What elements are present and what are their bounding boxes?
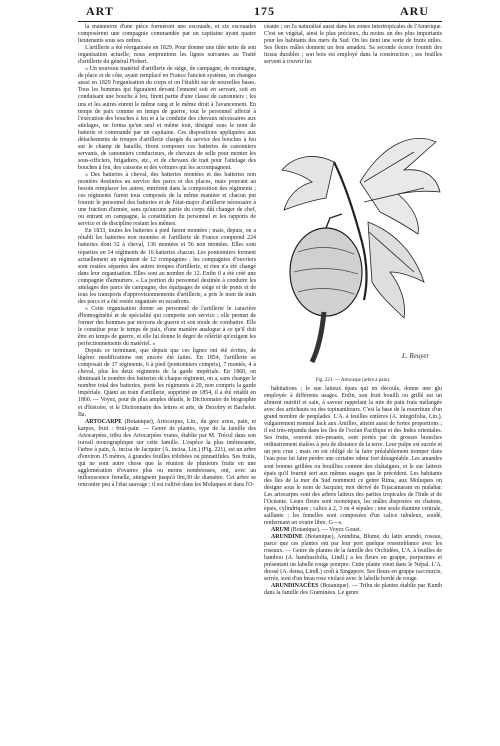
running-header [0,4,500,22]
paragraph [78,172,256,228]
dictionary-entry [264,583,442,597]
right-column-bottom [264,386,442,597]
paragraph-text: (Botanique). — Voyez Gouet. [290,526,362,533]
paragraph-text: « Un nouveau matériel d'artillerie de siège, de campagne, de montagne, de place et de côte, ayant remplacé en France l'ancien système, on changea aussi en 1829 l'organisation du corps et on l'établit sur de nouvelles bases. Tous les hommes qui figuraient devant l'ennemi soit en servant, soit en conduisant une bouche à feu, firent partie d'une classe de canonniers ; les uns et les autres eurent le même rang et le même droit à l'avancement. En temps de paix comme en temps de guerre, tout le personnel affecté à l'exécution des bouches à feu et à la conduite des chevaux nécessaires aux attelages, ne forma qu'un seul et même tout, désigné sous le nom de batterie et commandé par un capitaine. Ces dispositions appliquées aux détachements de troupes d'artillerie chargés du service des bouches à feu sur le champ de bataille, firent composer ces batteries de canonniers servants, de canonniers conducteurs, de chevaux de selle pour monter les sous-officiers, brigadiers, etc., et de chevaux de trait pour l'attelage des bouches à feu, des caissons et des voitures qui les accompagnent. [78,66,256,171]
figure-caption: Fig. 221. — Artocarpe (arbre à pain). [315,378,391,383]
paragraph [78,45,256,66]
paragraph-text: (Botanique), Artocarpus, Lin., du grec artos, pain, et karpos, fruit : fruit-pain. — Genre de plantes, type de la famille des Artocarpées, tribu des Artocarpées vraies, établie par M. Trécul dans son travail monographique sur cette famille. L'espèce la plus intéressante, l'arbre à pain, A. incisa de Jacquier (A. incisa, Lin.) (Fig. 221), est un arbre d'environ 15 mètres, à grandes feuilles trilobées ou pinnatifides. Ses fruits, qui ne sont autre chose que la réunion de plusieurs fruits en une agglomération d'ovaires plus ou moins nombreuses, ont, avec au inflorescence femelle, atteignent jusqu'à 0m,30 de diamètre. Cet arbre se rencontre peu à l'état sauvage ; il est cultivé dans les Moluques et dans l'O- [78,418,256,489]
entry-headword: ARUNDINE [271,533,303,540]
paragraph-text: habitations ; le sue laiteux épais qui en découle, donne une glu employée à différents usages. Enfin, son fruit bouilli ou grillé est un aliment nutritif et sain, à saveur rappelant la mie de pain frais mélangée avec des artichauts ou des topinambours. C'est la base de la nourriture d'un grand nombre de peuplades. L'A. à feuilles entières (A. integrifolia, Lin.), vulgairement nommé Jack aux Antilles, atteint aussi de fortes proportions ; il est très-répandu dans les îles de l'océan Pacifique et des Indes orientales. Ses fruits, souvent très-pesants, sont portés par de grosses branches ordinairement étalées à peu de distance de la terre. Leur pulpe est sucrée et un peu crue ; mais on est obligé de la faire préalablement tremper dans l'eau pour lui faire perdre une certaine odeur fort désagréable. Les amandes sont bonnes grillées ou bouillies comme des châtaignes, et le suc laiteux épais qu'il fournit sert aux mêmes usages que le précédent. Les habitants des îles de la mer du Sud nomment ce genre Rima, aux Moluques on désigne sous le nom de Jacquier, mot dérivé de Tsjacamaram en malabar. Les artocarpes sont des arbres laiteux des parties tropicales de l'Inde et de l'Océanie. Leurs fleurs sont monoïques, les mâles disposées en chatons, épais, cylindriques ; calice à 2, 3 ou 4 sépales ; une seule étamine centrale, saillante ; les femelles sont composées d'un calice tubuleux, soudé, renfermant un ovaire libre. G—s. [264,386,442,526]
entry-headword: ARUNDINACÉES [271,583,319,590]
paragraph [264,386,442,527]
paragraph [78,348,256,418]
paragraph [78,66,256,172]
paragraph-text: En 1833, toutes les batteries à pied furent montées ; mais, depuis, on a rétabli les batteries non montées et l'artillerie de France comprend 224 batteries dont 32 à cheval, 136 montées et 56 non montées. Elles sont réparties en 14 régiments de 16 batteries chacun. Les pontonniers forment actuellement un régiment de 12 compagnies ; les compagnies d'ouvriers sont restées séparées des autres troupes d'artillerie, et rien n'a été changé dans leur organisation. Elles sont au nombre de 12. Enfin il a été créé une compagnie d'armuriers. « La portion du personnel destinée à conduire les attelages des parcs de campagne, des équipages de siège et de ponts et de tous les transports d'approvisionnements d'artillerie, a pris le nom de train des parcs et a été restée organisée en escadrons. [78,228,256,305]
paragraph-text: la manœuvre d'une pièce formèrent une escouade, et six escouades composèrent une compagnie commandée par un capitaine ayant quatre lieutenants sous ses ordres. [78,24,256,45]
dictionary-entry [264,527,442,534]
paragraph [78,228,256,306]
dictionary-entry [78,419,256,489]
paragraph-text: Depuis ce terminant, que depuis que ces lignes ont été écrites, de légères modifications ont encore été faites. En 1854, l'artillerie se composait de 17 régiments, 6 à pied (pontonniers compris), 7 montés, 4 à cheval, plus les deux régiments de la garde impériale. En 1860, on diminuait le nombre des batteries de chaque régiment, on a, sans changer le nombre total des batteries, porté les régiments à 20, non compris la garde impériale. Quant au train d'artillerie, supprimé en 1854, il a été rétabli en 1860. — Voyez, pour de plus amples détails, le Dictionnaire de biographie et d'histoire, et le Dictionnaire des lettres et arts, de Dezobry et Bachelet. Ba. [78,348,256,418]
paragraph-text: « Des batteries à cheval, des batteries montées et des batteries non montées destinées au service des parcs et des places, mais pouvant au besoin remplacer les autres, entrèrent dans la composition des régiments ; ces régiments furent tous composés de la même manière et chacun put fournir le personnel des batteries et de l'état-major d'artillerie nécessaire à une fraction d'armée, sans qu'aucune partie du corps dût changer de chef, ou entrant en campagne, la constitution du personnel et les rapports de service et de discipline restant les mêmes. [78,171,256,228]
paragraph-text: (Botanique). — Tribu de plantes établie par Kunth dans la famille des Graminées. Le genre [264,583,442,597]
breadfruit-drawing [264,122,442,384]
paragraph-text: L'artillerie a été réorganisée en 1829. Pour donner une idée nette de son organisation actuelle, nous empruntons les lignes suivantes au Traité d'artillerie du général Piobert. [78,45,256,66]
left-column [78,24,256,489]
paragraph: céanie ; on l'a naturalisé aussi dans les zones intertropicales de l'Amérique. C'est un végétal, ainsi le plus précieux, du moins un des plus importants pour les habitants des mers du Sud. On les tient une sorte de fruits utiles. Ses fleurs mâles donnent un bon amadou. Sa seconde écorce fournit des tissus durables ; son bois est employé dans la construction ; ses feuilles servent à couvrir les [264,24,442,66]
right-column-top [264,24,442,66]
header-left-word: ART [86,4,114,18]
paragraph-text: « Cette organisation donne au personnel de l'artillerie le caractère d'homogénéité et de spécialité qui comporte son service ; elle permet de former des hommes par moyens de guerre et son mode de combattre. Elle le constitue pour le temps de paix, d'une manière analogue à ce qu'il doit être en temps de guerre, et elle lui donne le degré de célérité qu'exigent les perfectionnements du matériel. » [78,305,256,348]
header-rule [78,21,442,22]
illustrator-signature: L. Reuyer [402,352,430,360]
dictionary-entry [264,534,442,583]
paragraph [78,24,256,45]
page-number: 175 [254,4,275,18]
paragraph-text: (Botanique), Arundina, Blume, du latin arundo, roseau, parce que ces plantes ont par leur port quelque ressemblance avec les roseaux. — Genre de plantes de la famille des Orchidées, L'A. à feuilles de bambou (A. bambusifolia, Lindl.) a les fleurs en grappe, purpurines et présentant un labelle rouge pourpre. Cette plante vient dans le Népal. L'A. dressé (A. densa, Lindl.) croît à Singapore. Ses fleurs en grappe raccourcie, serrée, sont d'un beau rose violacé avec le labelle bordé de rouge. [264,533,442,583]
figure-breadfruit-illustration [264,122,442,384]
header-right-word: ARU [400,4,429,18]
entry-headword: ARTOCARPE [85,418,122,425]
entry-headword: ARUM [271,526,290,533]
paragraph [78,306,256,348]
